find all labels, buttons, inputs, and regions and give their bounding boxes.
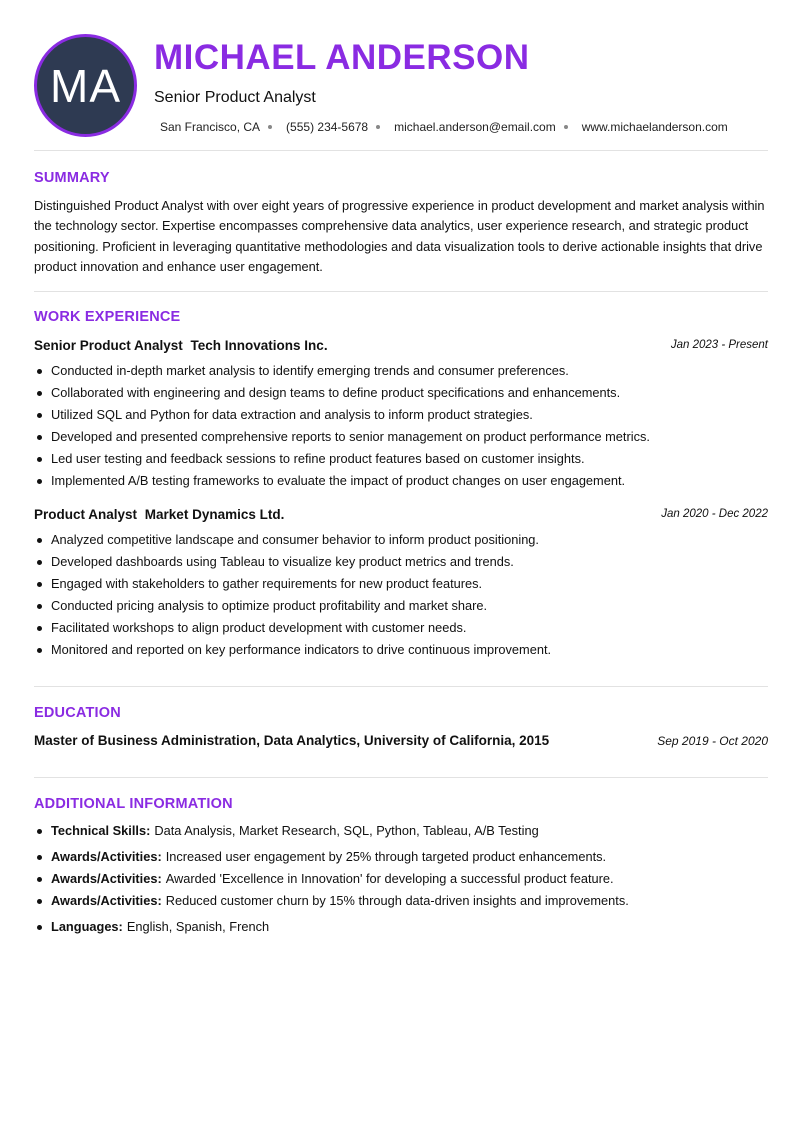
job-header: [34, 338, 768, 356]
resume-header: [34, 34, 768, 139]
separator-dot-icon: [268, 125, 272, 129]
separator-dot-icon: [376, 125, 380, 129]
contact-location: San Francisco, CA: [160, 120, 261, 134]
info-value: Increased user engagement by 25% through targeted product enhancements.: [165, 849, 607, 864]
list-item: Developed dashboards using Tableau to visualize key product metrics and trends.: [34, 553, 768, 575]
job-role: Senior Product Analyst: [34, 338, 183, 353]
job-title: Senior Product Analyst: [154, 89, 316, 106]
divider: [34, 686, 768, 687]
list-item: [34, 892, 629, 910]
job-header: [34, 507, 768, 525]
work-experience-heading: WORK EXPERIENCE: [34, 309, 181, 325]
info-value: Reduced customer churn by 15% through data-driven insights and improvements.: [165, 893, 629, 908]
contact-website[interactable]: www.michaelanderson.com: [581, 120, 728, 134]
list-item: [34, 870, 614, 888]
list-item: Monitored and reported on key performance indicators to drive continuous improvement.: [34, 641, 768, 663]
contact-info: [160, 120, 728, 134]
list-item: [34, 822, 539, 840]
info-label: Languages:: [51, 919, 123, 934]
list-item: Facilitated workshops to align product development with customer needs.: [34, 619, 768, 641]
list-item: [34, 848, 606, 866]
info-value: English, Spanish, French: [126, 919, 270, 934]
divider: [34, 777, 768, 778]
list-item: Implemented A/B testing frameworks to evaluate the impact of product changes on user engagement.: [34, 472, 768, 494]
candidate-name: MICHAEL ANDERSON: [154, 38, 530, 77]
avatar-initials: MA: [50, 59, 121, 112]
summary-text: Distinguished Product Analyst with over eight years of progressive experience in product development and market analysis within the technology sector. Expertise encompasses comprehensive data analytics, user experience research, and strategic product positioning. Proficient in leveraging quantitative methodologies and data visualization tools to derive actionable insights that drive product innovation and enhance user engagement.: [34, 198, 765, 274]
separator-dot-icon: [564, 125, 568, 129]
additional-info-heading: ADDITIONAL INFORMATION: [34, 796, 233, 812]
list-item: Led user testing and feedback sessions to refine product features based on customer insights.: [34, 450, 768, 472]
list-item: Utilized SQL and Python for data extraction and analysis to inform product strategies.: [34, 406, 768, 428]
education-degree: Master of Business Administration, Data Analytics, University of California, 2015: [34, 733, 550, 748]
job-dates: Jan 2020 - Dec 2022: [661, 508, 768, 520]
info-label: Awards/Activities:: [51, 849, 162, 864]
list-item: Conducted in-depth market analysis to identify emerging trends and consumer preferences.: [34, 362, 768, 384]
list-item: Developed and presented comprehensive reports to senior management on product performance metrics.: [34, 428, 768, 450]
avatar: [34, 34, 137, 137]
info-label: Awards/Activities:: [51, 871, 162, 886]
summary-heading: SUMMARY: [34, 170, 110, 186]
job-dates: Jan 2023 - Present: [670, 339, 768, 351]
divider: [34, 291, 768, 292]
job-company: Market Dynamics Ltd.: [144, 507, 285, 522]
list-item: Engaged with stakeholders to gather requirements for new product features.: [34, 575, 768, 597]
job-bullet-list: [34, 362, 768, 494]
contact-phone: (555) 234-5678: [286, 120, 369, 134]
job-company: Tech Innovations Inc.: [190, 338, 328, 353]
education-heading: EDUCATION: [34, 705, 121, 721]
info-label: Awards/Activities:: [51, 893, 162, 908]
list-item: Conducted pricing analysis to optimize product profitability and market share.: [34, 597, 768, 619]
divider: [34, 150, 768, 151]
contact-email[interactable]: michael.anderson@email.com: [394, 120, 556, 134]
list-item: [34, 918, 269, 936]
list-item: Analyzed competitive landscape and consumer behavior to inform product positioning.: [34, 531, 768, 553]
info-value: Data Analysis, Market Research, SQL, Python, Tableau, A/B Testing: [154, 823, 539, 838]
job-bullet-list: [34, 531, 768, 663]
info-value: Awarded 'Excellence in Innovation' for developing a successful product feature.: [165, 871, 614, 886]
list-item: Collaborated with engineering and design teams to define product specifications and enhancements.: [34, 384, 768, 406]
education-dates: Sep 2019 - Oct 2020: [657, 734, 768, 748]
info-label: Technical Skills:: [51, 823, 151, 838]
education-entry: [34, 733, 768, 751]
job-role: Product Analyst: [34, 507, 138, 522]
